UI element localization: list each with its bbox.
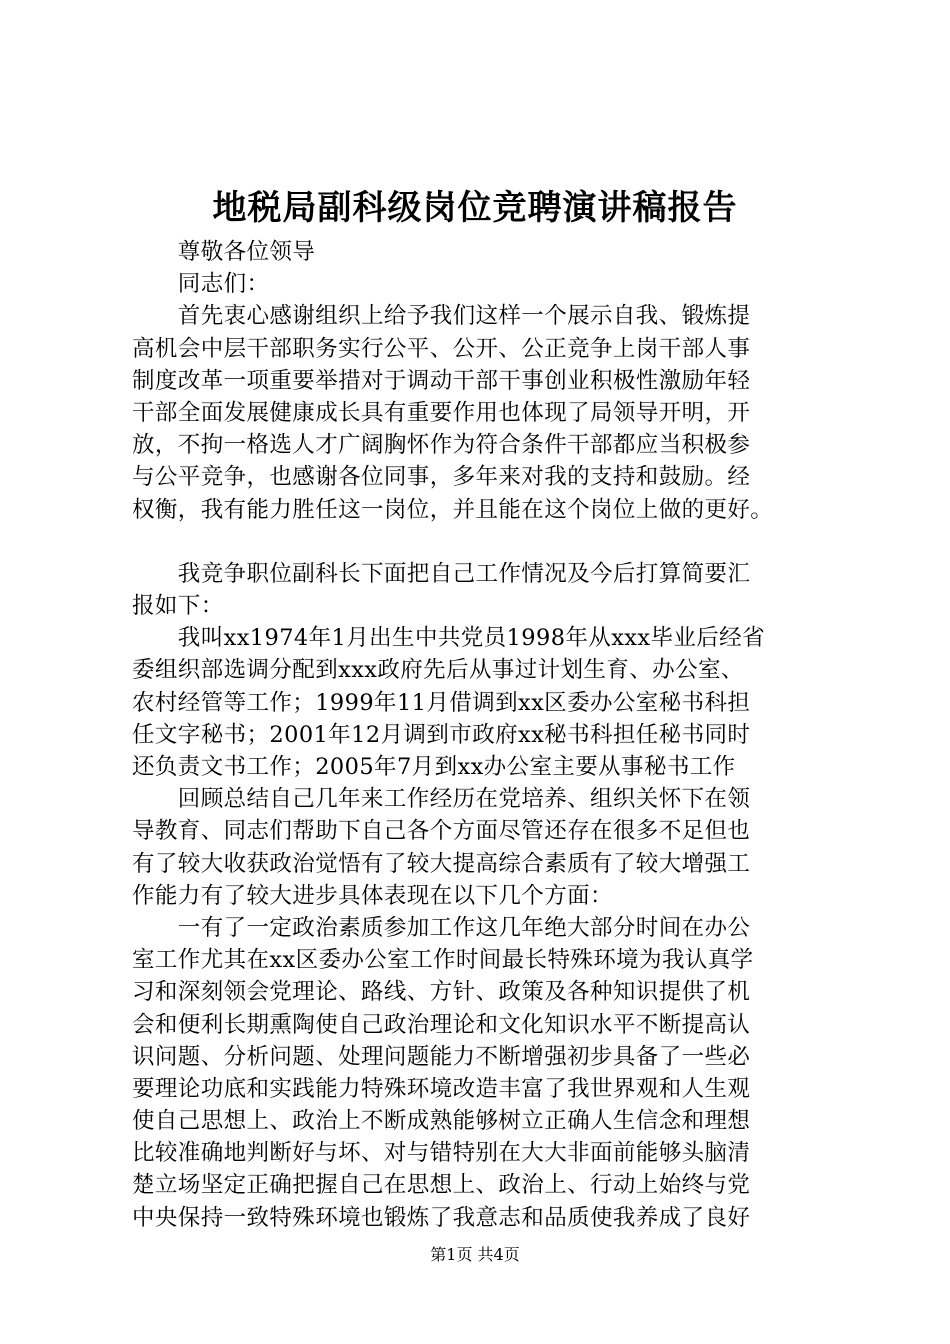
body-text-line: 使自己思想上、政治上不断成熟能够树立正确人生信念和理想 [132,1108,751,1135]
body-text-line: 导教育、同志们帮助下自己各个方面尽管还存在很多不足但也 [132,818,751,845]
body-text-line: 会和便利长期熏陶使自己政治理论和文化知识水平不断提高认 [132,1011,751,1038]
body-text-line: 委组织部选调分配到xxx政府先后从事过计划生育、办公室、 [132,657,744,684]
body-text-line: 室工作尤其在xx区委办公室工作时间最长特殊环境为我认真学 [132,947,754,974]
body-text-line: 高机会中层干部职务实行公平、公开、公正竞争上岗干部人事 [132,335,751,362]
body-text-line: 放，不拘一格选人才广阔胸怀作为符合条件干部都应当积极参 [132,432,751,459]
body-text-line: 有了较大收获政治觉悟有了较大提高综合素质有了较大增强工 [132,850,751,877]
body-text-line: 任文字秘书；2001年12月调到市政府xx秘书科担任秘书同时 [132,721,751,748]
body-text-line: 一有了一定政治素质参加工作这几年绝大部分时间在办公 [132,914,751,941]
body-text-line: 权衡，我有能力胜任这一岗位，并且能在这个岗位上做的更好。 [132,496,774,523]
body-text-line: 楚立场坚定正确把握自己在思想上、政治上、行动上始终与党 [132,1172,751,1199]
body-text-line: 干部全面发展健康成长具有重要作用也体现了局领导开明，开 [132,399,751,426]
body-text-line: 报如下： [132,593,224,620]
body-text-line: 作能力有了较大进步具体表现在以下几个方面： [132,882,613,909]
body-text-line [132,526,832,558]
document-body [132,236,832,1234]
body-text-line: 我叫xx1974年1月出生中共党员1998年从xxx毕业后经省 [132,625,765,652]
body-text-line: 同志们： [132,271,270,298]
body-text-line: 制度改革一项重要举措对于调动干部干事创业积极性激励年轻 [132,367,751,394]
document-title: 地税局副科级岗位竞聘演讲稿报告 [212,188,738,228]
body-text-line: 习和深刻领会党理论、路线、方针、政策及各种知识提供了机 [132,979,751,1006]
body-text-line: 与公平竞争，也感谢各位同事，多年来对我的支持和鼓励。经 [132,464,751,491]
body-text-line: 比较准确地判断好与坏、对与错特别在大大非面前能够头脑清 [132,1140,751,1167]
page-footer: 第1页 共4页 [430,1245,520,1264]
body-text-line: 我竞争职位副科长下面把自己工作情况及今后打算简要汇 [132,560,751,587]
body-text-line: 中央保持一致特殊环境也锻炼了我意志和品质使我养成了良好 [132,1204,751,1231]
body-text-line: 要理论功底和实践能力特殊环境改造丰富了我世界观和人生观 [132,1075,751,1102]
body-text-line: 还负责文书工作；2005年7月到xx办公室主要从事秘书工作 [132,754,736,780]
body-text-line: 识问题、分析问题、处理问题能力不断增强初步具备了一些必 [132,1043,751,1070]
body-text-line: 回顾总结自己几年来工作经历在党培养、组织关怀下在领 [132,786,751,813]
body-text-line: 尊敬各位领导 [132,239,316,265]
body-text-line: 首先衷心感谢组织上给予我们这样一个展示自我、锻炼提 [132,303,751,330]
body-text-line: 农村经管等工作；1999年11月借调到xx区委办公室秘书科担 [132,689,751,716]
